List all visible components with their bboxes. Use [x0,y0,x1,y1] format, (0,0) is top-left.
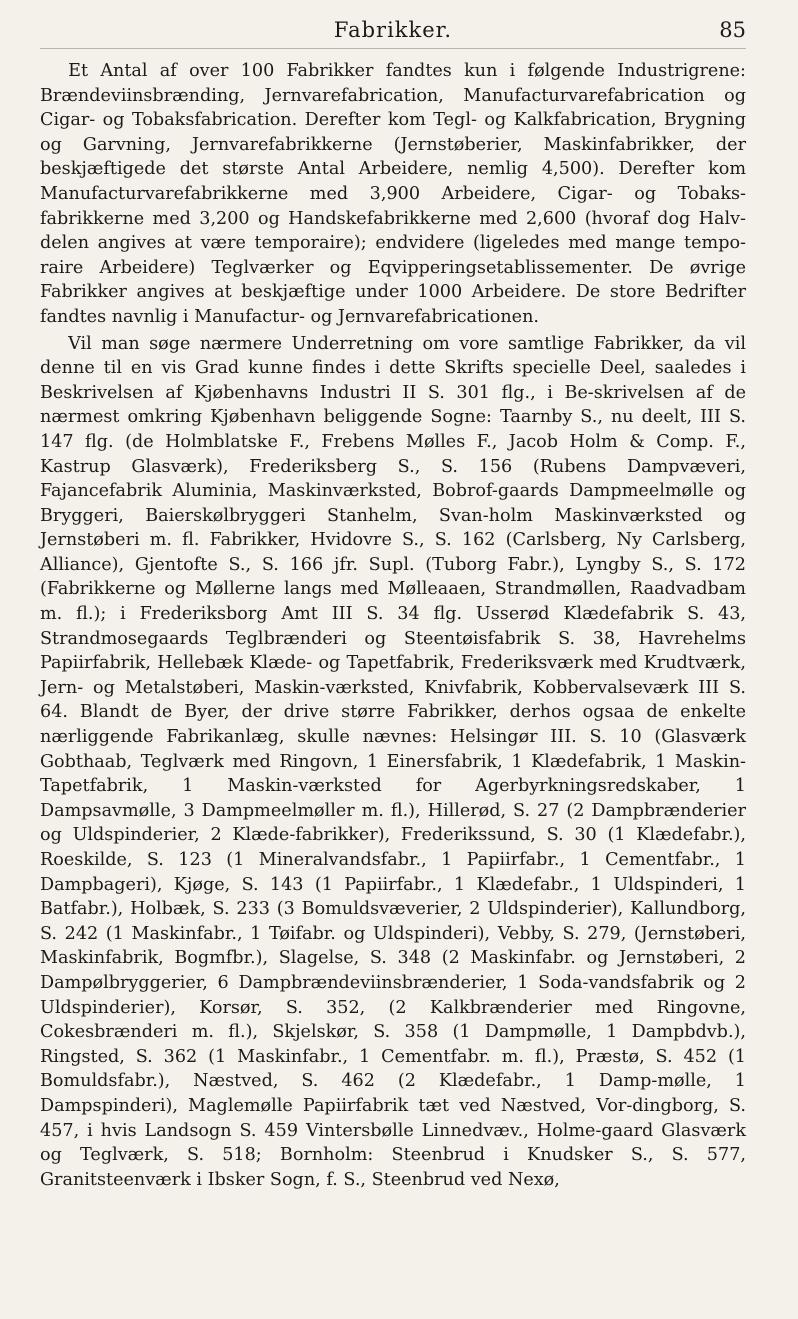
body-text [40,59,746,1192]
paragraph-1: Et Antal af over 100 Fabrikker fandtes kun i følgende Industrigrene: Brændeviinsbrænding, Jernvarefabrication, Manufacturvarefabrication og Cigar- og Tobaksfabrication. Derefter kom Tegl- og Kalkfabrication, Brygning og Garvning, Jernvarefabrikkerne (Jernstøberier, Maskinfabrikker, der beskjæftigede det største Antal Arbeidere, nemlig 4,500). Derefter kom Manufacturvarefabrikkerne med 3,900 Arbeidere, Cigar- og Tobaks-fabrikkerne med 3,200 og Handskefabrikkerne med 2,600 (hvoraf dog Halv-delen angives at være temporaire); endvidere (ligeledes med mange tempo-raire Arbeidere) Teglværker og Eqvipperingsetablissementer. De øvrige Fabrikker angives at beskjæftige under 1000 Arbeidere. De store Bedrifter fandtes navnlig i Manufactur- og Jernvarefabricationen. [40,61,746,327]
running-title: Fabrikker. [333,18,453,42]
page-number: 85 [719,18,746,42]
page-header [40,14,746,49]
paragraph-2: Vil man søge nærmere Underretning om vore samtlige Fabrikker, da vil denne til en vis Grad kunne findes i dette Skrifts specielle Deel, saaledes i Beskrivelsen af Kjøbenhavns Industri II S. 301 flg., i Be-skrivelsen af de nærmest omkring Kjøbenhavn beliggende Sogne: Taarnby S., nu deelt, III S. 147 flg. (de Holmblatske F., Frebens Mølles F., Jacob Holm & Comp. F., Kastrup Glasværk), Frederiksberg S., S. 156 (Rubens Dampvæveri, Fajancefabrik Aluminia, Maskinværksted, Bobrof-gaards Dampmeelmølle og Bryggeri, Baierskølbryggeri Stanhelm, Svan-holm Maskinværksted og Jernstøberi m. fl. Fabrikker, Hvidovre S., S. 162 (Carlsberg, Ny Carlsberg, Alliance), Gjentofte S., S. 166 jfr. Supl. (Tuborg Fabr.), Lyngby S., S. 172 (Fabrikkerne og Møllerne langs med Mølleaaen, Strandmøllen, Raadvadbam m. fl.); i Frederiksborg Amt III S. 34 flg. Usserød Klædefabrik S. 43, Strandmosegaards Teglbrænderi og Steentøisfabrik S. 38, Havrehelms Papiirfabrik, Hellebæk Klæde- og Tapetfabrik, Frederiksværk med Krudtværk, Jern- og Metalstøberi, Maskin-værksted, Knivfabrik, Kobbervalseværk III S. 64. Blandt de Byer, der drive større Fabrikker, derhos ogsaa de enkelte nærliggende Fabrikanlæg, skulle nævnes: Helsingør III. S. 10 (Glasværk Gobthaab, Teglværk med Ringovn, 1 Einersfabrik, 1 Klædefabrik, 1 Maskin-Tapetfabrik, 1 Maskin-værksted for Agerbyrkningsredskaber, 1 Dampsavmølle, 3 Dampmeelmøller m. fl.), Hillerød, S. 27 (2 Dampbrænderier og Uldspinderier, 2 Klæde-fabrikker), Frederikssund, S. 30 (1 Klædefabr.), Roeskilde, S. 123 (1 Mineralvandsfabr., 1 Papiirfabr., 1 Cementfabr., 1 Dampbageri), Kjøge, S. 143 (1 Papiirfabr., 1 Klædefabr., 1 Uldspinderi, 1 Batfabr.), Holbæk, S. 233 (3 Bomuldsvæverier, 2 Uldspinderier), Kallundborg, S. 242 (1 Maskinfabr., 1 Tøifabr. og Uldspinderi), Vebby, S. 279, (Jernstøberi, Maskinfabrik, Bogmfbr.), Slagelse, S. 348 (2 Maskinfabr. og Jernstøberi, 2 Dampølbryggerier, 6 Dampbrændeviinsbrænderier, 1 Soda-vandsfabrik og 2 Uldspinderier), Korsør, S. 352, (2 Kalkbrænderier med Ringovne, Cokesbrænderi m. fl.), Skjelskør, S. 358 (1 Dampmølle, 1 Dampbdvb.), Ringsted, S. 362 (1 Maskinfabr., 1 Cementfabr. m. fl.), Præstø, S. 452 (1 Bomuldsfabr.), Næstved, S. 462 (2 Klædefabr., 1 Damp-mølle, 1 Dampspinderi), Maglemølle Papiirfabrik tæt ved Næstved, Vor-dingborg, S. 457, i hvis Landsogn S. 459 Vintersbølle Linnedvæv., Holme-gaard Glasværk og Teglværk, S. 518; Bornholm: Steenbrud i Knudsker S., S. 577, Granitsteenværk i Ibsker Sogn, f. S., Steenbrud ved Nexø, [40,333,746,1190]
